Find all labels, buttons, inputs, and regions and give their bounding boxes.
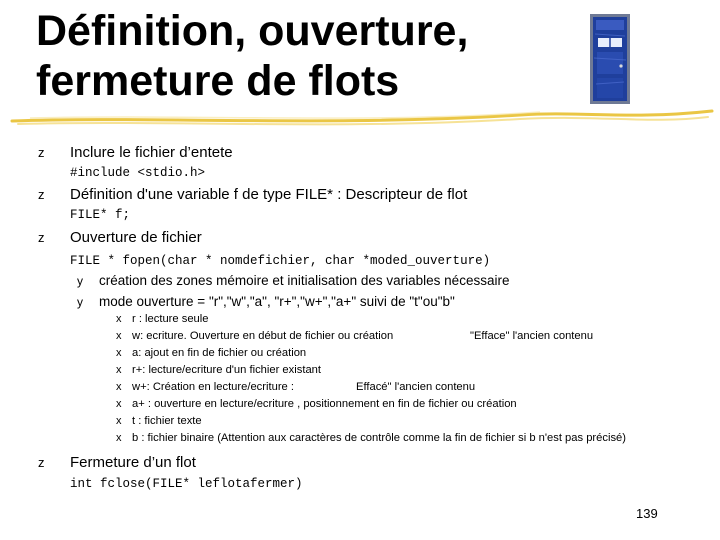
title-underline-rule xyxy=(0,100,720,140)
sub-bullet-memory xyxy=(77,272,509,290)
mode-item xyxy=(116,414,202,429)
slide-title-line-2: fermeture de flots xyxy=(36,57,400,105)
mode-item xyxy=(116,363,321,378)
bullet-y-icon: y xyxy=(77,295,83,309)
mode-item xyxy=(116,397,517,412)
bullet-z-icon: z xyxy=(38,230,45,245)
bullet-include-header xyxy=(38,144,233,162)
slide-number: 139 xyxy=(636,506,658,521)
bullet-x-icon: x xyxy=(116,364,122,376)
bullet-x-icon: x xyxy=(116,330,122,342)
mode-item xyxy=(116,431,626,446)
bullet-close-stream xyxy=(38,454,196,472)
code-fopen-signature: FILE * fopen(char * nomdefichier, char *moded_ouverture) xyxy=(70,254,491,268)
bullet-open-file xyxy=(38,229,202,247)
bullet-x-icon: x xyxy=(116,381,122,393)
bullet-define-variable xyxy=(38,186,467,204)
slide-title-line-1: Définition, ouverture, xyxy=(36,7,469,55)
bullet-x-icon: x xyxy=(116,398,122,410)
sub-bullet-open-mode xyxy=(77,293,455,311)
bullet-text: Inclure le fichier d’entete xyxy=(70,144,233,161)
mode-text: w: ecriture. Ouverture en début de fichier ou création xyxy=(132,330,394,342)
code-fclose-signature: int fclose(FILE* leflotafermer) xyxy=(70,477,303,491)
mode-note: "Efface" l'ancien contenu xyxy=(470,330,594,342)
bullet-x-icon: x xyxy=(116,313,122,325)
code-include: #include <stdio.h> xyxy=(70,166,206,180)
mode-note: Effacé" l'ancien contenu xyxy=(356,381,476,393)
code-file-declaration: FILE* f; xyxy=(70,208,131,222)
bullet-y-icon: y xyxy=(77,274,83,288)
bullet-z-icon: z xyxy=(38,455,45,470)
bullet-x-icon: x xyxy=(116,432,122,444)
mode-text: r : lecture seule xyxy=(132,313,209,325)
bullet-z-icon: z xyxy=(38,145,45,160)
mode-item xyxy=(116,346,306,361)
bullet-text: Définition d'une variable f de type FILE* : Descripteur de flot xyxy=(70,186,468,203)
sub-bullet-text: mode ouverture = "r","w","a", "r+","w+","a+" suivi de "t"ou"b" xyxy=(99,294,455,309)
slide-title xyxy=(36,6,596,106)
mode-item xyxy=(116,312,208,327)
blue-door-image xyxy=(590,14,630,104)
bullet-text: Fermeture d’un flot xyxy=(70,454,196,471)
mode-item xyxy=(116,329,393,344)
mode-text: w+: Création en lecture/ecriture : xyxy=(132,381,294,393)
bullet-z-icon: z xyxy=(38,187,45,202)
sub-bullet-text: création des zones mémoire et initialisation des variables nécessaire xyxy=(99,273,510,288)
mode-item xyxy=(116,380,294,395)
mode-text: t : fichier texte xyxy=(132,415,202,427)
mode-text: a: ajout en fin de fichier ou création xyxy=(132,347,307,359)
mode-text: a+ : ouverture en lecture/ecriture , positionnement en fin de fichier ou création xyxy=(132,398,517,410)
bullet-x-icon: x xyxy=(116,415,122,427)
mode-text: r+: lecture/ecriture d'un fichier existant xyxy=(132,364,321,376)
mode-text: b : fichier binaire (Attention aux caractères de contrôle comme la fin de fichier si b n'est pas précisé) xyxy=(132,432,626,444)
bullet-x-icon: x xyxy=(116,347,122,359)
bullet-text: Ouverture de fichier xyxy=(70,229,202,246)
